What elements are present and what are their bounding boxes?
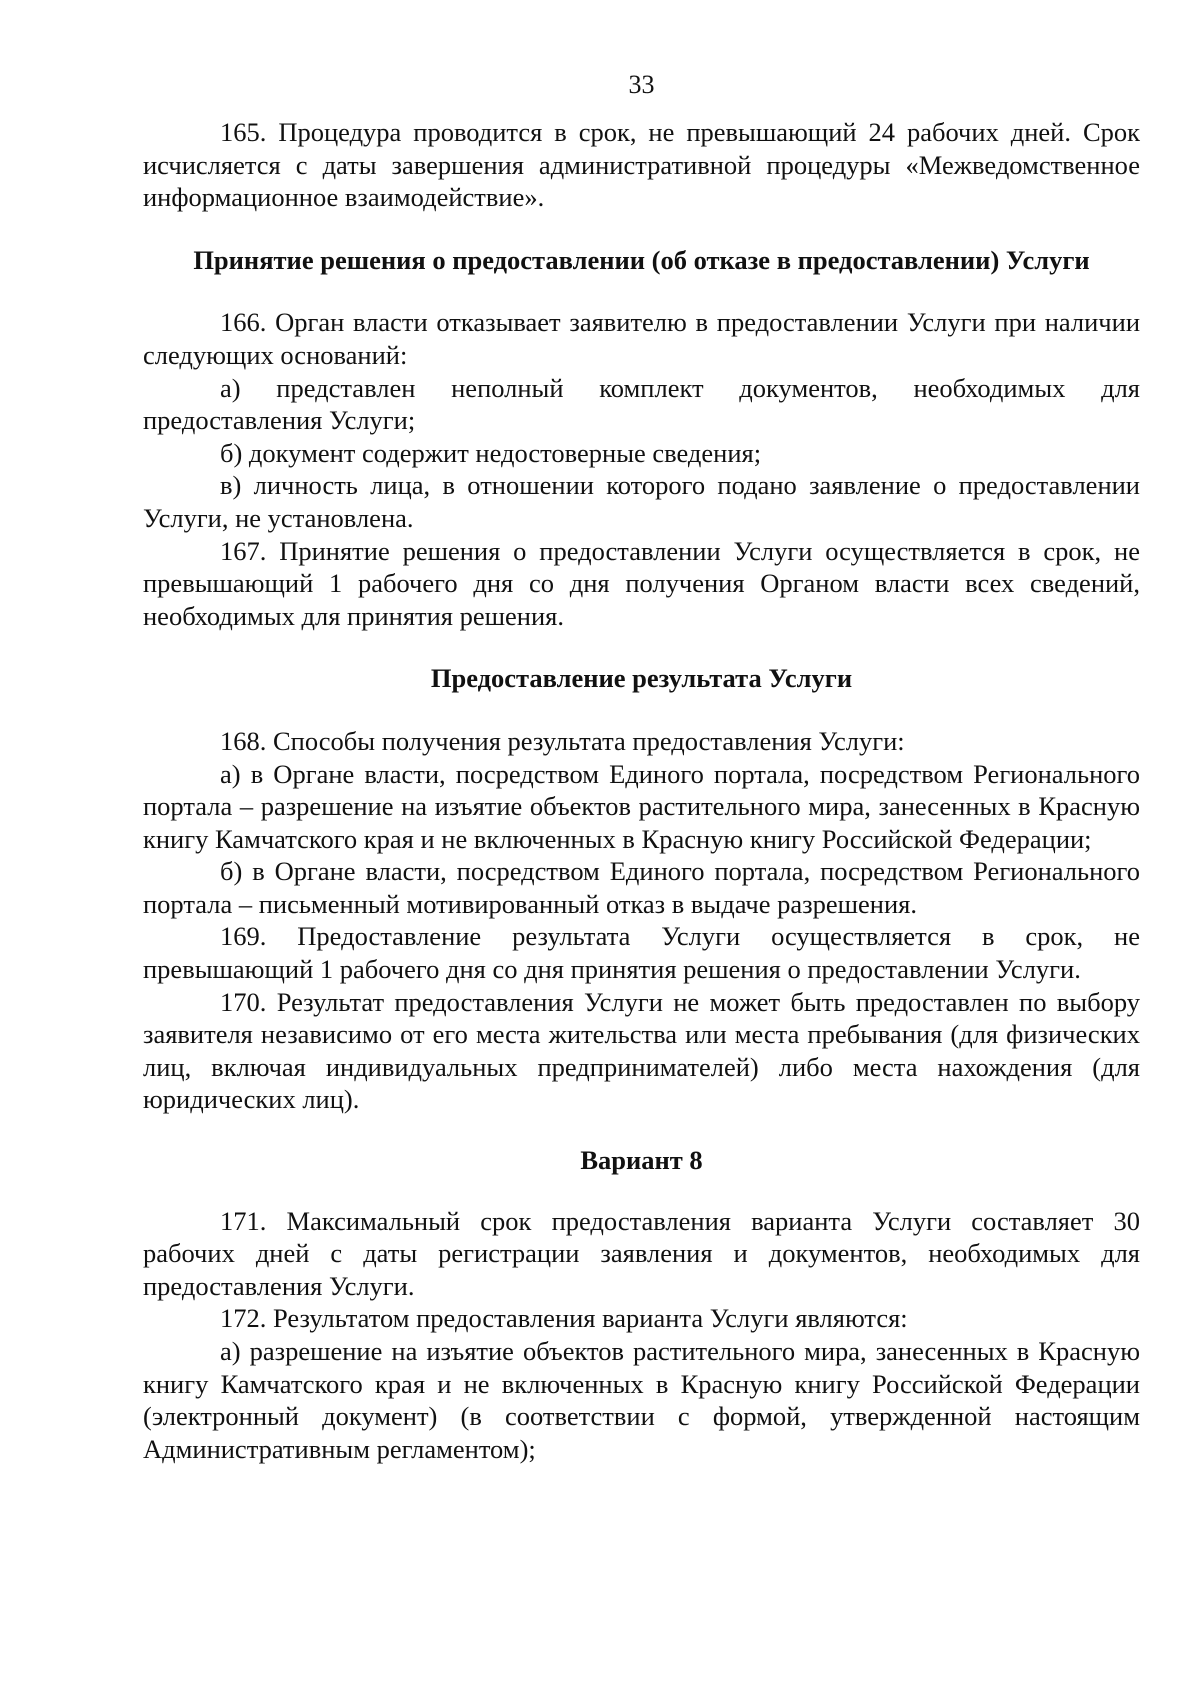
spacer (143, 632, 1140, 662)
paragraph-167: 167. Принятие решения о предоставлении Услуги осуществляется в срок, не превышающий 1 рабочего дня со дня получения Органом власти всех сведений, необходимых для принятия решения. (143, 535, 1140, 631)
paragraph-172: 172. Результатом предоставления варианта Услуги являются: (220, 1303, 908, 1334)
page-number: 33 (628, 70, 655, 99)
paragraph-165: 165. Процедура проводится в срок, не превышающий 24 рабочих дней. Срок исчисляется с даты завершения административной процедуры «Межведомственное информационное взаимодействие». (143, 117, 1140, 213)
paragraph-171: 171. Максимальный срок предоставления варианта Услуги составляет 30 рабочих дней с даты регистрации заявления и документов, необходимых для предоставления Услуги. (143, 1205, 1140, 1301)
spacer (143, 214, 1140, 244)
paragraph-169: 169. Предоставление результата Услуги осуществляется в срок, не превышающий 1 рабочего дня со дня принятия решения о предоставлении Услуги. (143, 921, 1140, 985)
paragraph-168-a: а) в Органе власти, посредством Единого портала, посредством Регионального портала – разрешение на изъятие объектов растительного мира, занесенных в Красную книгу Камчатского края и не включенных в Красную книгу Российской Федерации; (143, 758, 1140, 854)
paragraph-170: 170. Результат предоставления Услуги не может быть предоставлен по выбору заявителя независимо от его места жительства или места пребывания (для физических лиц, включая индивидуальных предпринимателей) либо места нахождения (для юридических лиц). (143, 986, 1140, 1115)
paragraph-166-b: б) документ содержит недостоверные сведения; (220, 437, 762, 468)
document-body (143, 116, 1140, 1465)
paragraph-166: 166. Орган власти отказывает заявителю в предоставлении Услуги при наличии следующих оснований: (143, 307, 1140, 370)
paragraph-168: 168. Способы получения результата предоставления Услуги: (220, 725, 905, 756)
spacer (143, 1116, 1140, 1144)
paragraph-166-v: в) личность лица, в отношении которого подано заявление о предоставлении Услуги, не установлена. (143, 470, 1140, 533)
spacer (143, 695, 1140, 725)
heading-result: Предоставление результата Услуги (430, 663, 853, 694)
spacer (143, 1177, 1140, 1205)
paragraph-172-a: а) разрешение на изъятие объектов растительного мира, занесенных в Красную книгу Камчатского края и не включенных в Красную книгу Российской Федерации (электронный документ) (в соответствии с формой, утвержденной настоящим Административным регламентом); (143, 1336, 1140, 1464)
heading-variant-8: Вариант 8 (580, 1145, 703, 1176)
heading-decision: Принятие решения о предоставлении (об отказе в предоставлении) Услуги (193, 244, 1090, 275)
paragraph-168-b: б) в Органе власти, посредством Единого портала, посредством Регионального портала – письменный мотивированный отказ в выдаче разрешения. (143, 856, 1140, 919)
spacer (143, 276, 1140, 306)
paragraph-166-a: а) представлен неполный комплект документов, необходимых для предоставления Услуги; (143, 372, 1140, 436)
